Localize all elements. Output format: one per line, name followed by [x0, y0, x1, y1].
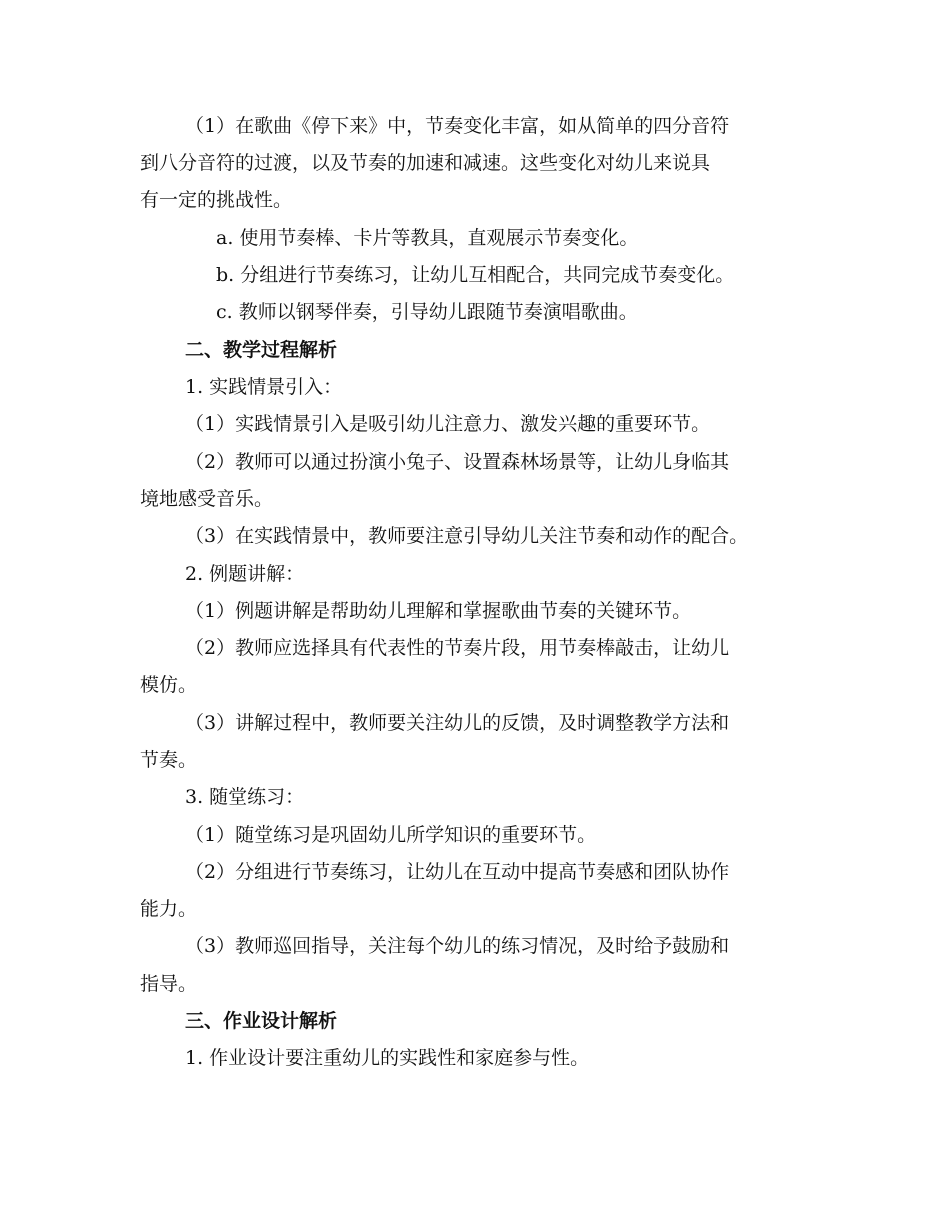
paragraph-2-1-2-line-1: （2）教师可以通过扮演小兔子、设置森林场景等，让幼儿身临其 — [185, 451, 730, 473]
paragraph-2-1-2-line-2: 境地感受音乐。 — [140, 488, 274, 510]
paragraph-2-2-2-line-1: （2）教师应选择具有代表性的节奏片段，用节奏棒敲击，让幼儿 — [185, 637, 730, 659]
paragraph-2-1-3: （3）在实践情景中，教师要注意引导幼儿关注节奏和动作的配合。 — [185, 525, 749, 547]
paragraph-2-3-2-line-2: 能力。 — [140, 898, 198, 920]
paragraph-2-1-1: （1）实践情景引入是吸引幼儿注意力、激发兴趣的重要环节。 — [185, 413, 711, 435]
list-item-c: c. 教师以钢琴伴奏，引导幼儿跟随节奏演唱歌曲。 — [216, 301, 638, 323]
paragraph-2-2-2-line-2: 模仿。 — [140, 674, 198, 696]
paragraph-3-1: 1. 作业设计要注重幼儿的实践性和家庭参与性。 — [185, 1047, 590, 1069]
paragraph-rhythm-line-2: 到八分音符的过渡，以及节奏的加速和减速。这些变化对幼儿来说具 — [140, 152, 711, 174]
paragraph-2-3-3-line-1: （3）教师巡回指导，关注每个幼儿的练习情况，及时给予鼓励和 — [185, 935, 730, 957]
paragraph-2-3-3-line-2: 指导。 — [140, 973, 198, 995]
subsection-title-2: 2. 例题讲解： — [185, 563, 305, 585]
paragraph-2-2-3-line-1: （3）讲解过程中，教师要关注幼儿的反馈，及时调整教学方法和 — [185, 712, 730, 734]
paragraph-2-3-2-line-1: （2）分组进行节奏练习，让幼儿在互动中提高节奏感和团队协作 — [185, 861, 730, 883]
section-heading-2: 二、教学过程解析 — [185, 339, 338, 361]
subsection-title-1: 1. 实践情景引入： — [185, 376, 343, 398]
paragraph-2-3-1: （1）随堂练习是巩固幼儿所学知识的重要环节。 — [185, 824, 597, 846]
paragraph-rhythm-line-3: 有一定的挑战性。 — [140, 189, 293, 211]
subsection-title-3: 3. 随堂练习： — [185, 786, 305, 808]
list-item-b: b. 分组进行节奏练习，让幼儿互相配合，共同完成节奏变化。 — [216, 264, 735, 286]
section-heading-3: 三、作业设计解析 — [185, 1010, 338, 1032]
paragraph-2-2-3-line-2: 节奏。 — [140, 749, 198, 771]
paragraph-2-2-1: （1）例题讲解是帮助幼儿理解和掌握歌曲节奏的关键环节。 — [185, 600, 692, 622]
paragraph-rhythm-line-1: （1）在歌曲《停下来》中，节奏变化丰富，如从简单的四分音符 — [185, 115, 730, 137]
list-item-a: a. 使用节奏棒、卡片等教具，直观展示节奏变化。 — [216, 227, 639, 249]
